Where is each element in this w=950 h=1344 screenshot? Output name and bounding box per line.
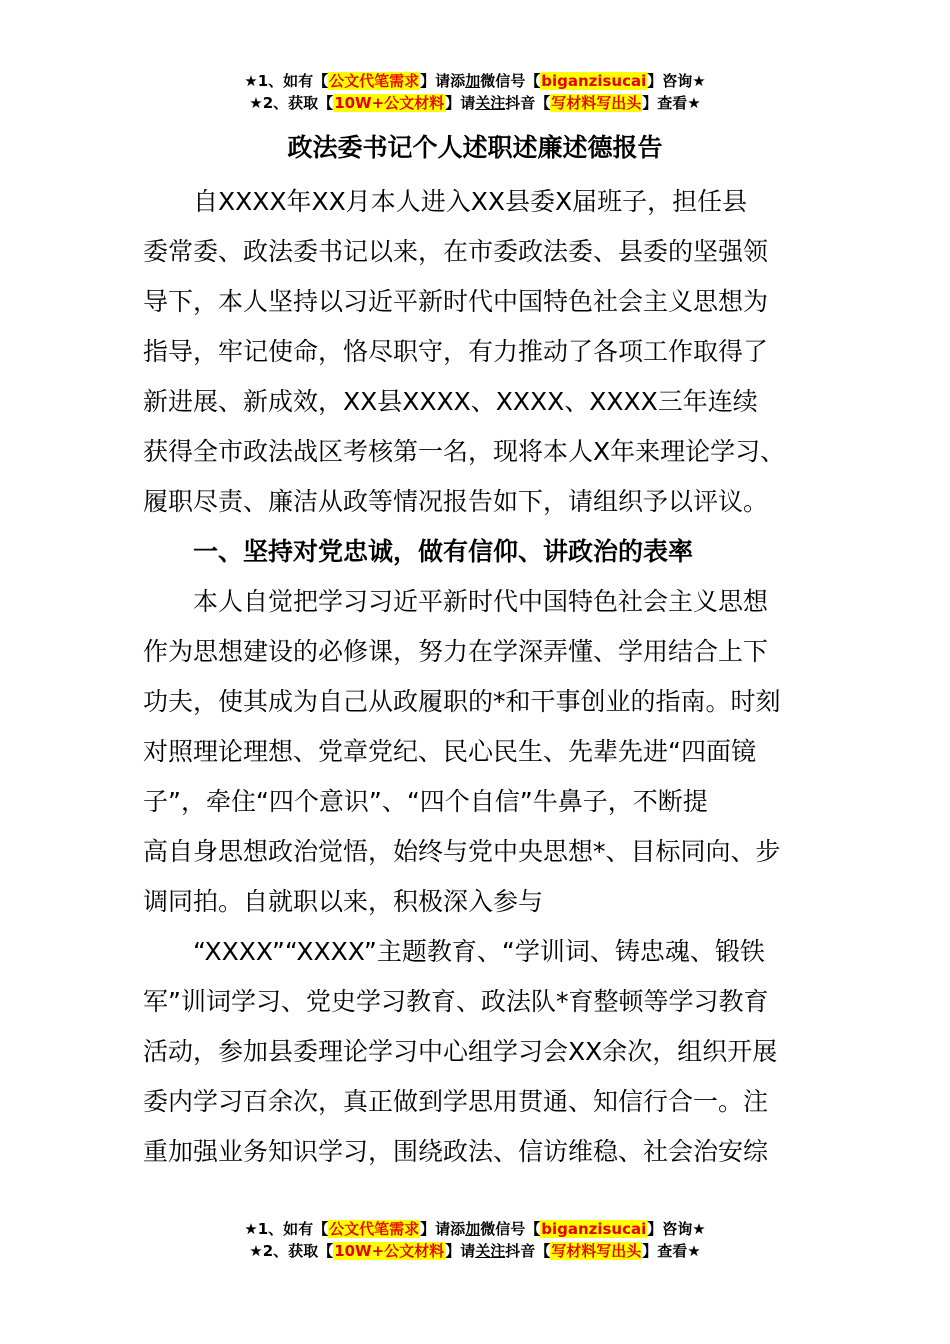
- wechat-id: biganzisucai: [541, 72, 647, 90]
- promo-line-2: ★2、获取【10W+公文材料】请关注抖音【写材料写出头】查看★: [249, 94, 701, 112]
- paragraph-line: 军”训词学习、党史学习教育、政法队*育整顿等学习教育: [143, 987, 769, 1016]
- wechat-id: biganzisucai: [541, 1220, 647, 1238]
- document-title: 政法委书记个人述职述廉述德报告: [287, 133, 663, 162]
- paragraph-line: 新进展、新成效，XX县XXXX、XXXX、XXXX三年连续: [143, 387, 758, 416]
- promo-highlight: 10W+公文材料: [334, 1242, 445, 1260]
- promo-highlight: 公文代笔需求: [329, 1220, 420, 1238]
- paragraph-line: 导下，本人坚持以习近平新时代中国特色社会主义思想为: [143, 287, 769, 316]
- paragraph-line: 指导，牢记使命，恪尽职守，有力推动了各项工作取得了: [143, 337, 769, 366]
- paragraph-line: 子”，牵住“四个意识”、“四个自信”牛鼻子，不断提: [143, 787, 708, 816]
- promo-highlight: 10W+公文材料: [334, 94, 445, 112]
- document-body: [143, 177, 813, 1177]
- paragraph-line: 委内学习百余次，真正做到学思用贯通、知信行合一。注: [143, 1087, 769, 1116]
- paragraph-line: 重加强业务知识学习，围绕政法、信访维稳、社会治安综: [143, 1137, 769, 1166]
- paragraph-line: 自XXXX年XX月本人进入XX县委X届班子，担任县: [193, 187, 748, 216]
- promo-line-2: ★2、获取【10W+公文材料】请关注抖音【写材料写出头】查看★: [249, 1242, 701, 1260]
- paragraph-line: 委常委、政法委书记以来，在市委政法委、县委的坚强领: [143, 237, 769, 266]
- paragraph-line: 获得全市政法战区考核第一名，现将本人X年来理论学习、: [143, 437, 786, 466]
- paragraph-line: 活动，参加县委理论学习中心组学习会XX余次，组织开展: [143, 1037, 778, 1066]
- promo-banner-bottom: [0, 1218, 950, 1262]
- paragraph-line: 作为思想建设的必修课，努力在学深弄懂、学用结合上下: [143, 637, 769, 666]
- promo-line-1: ★1、如有【公文代笔需求】请添加微信号【biganzisucai】咨询★: [244, 72, 706, 90]
- promo-highlight: 公文代笔需求: [329, 72, 420, 90]
- section-heading: 一、坚持对党忠诚，做有信仰、讲政治的表率: [193, 537, 694, 566]
- promo-line-1: ★1、如有【公文代笔需求】请添加微信号【biganzisucai】咨询★: [244, 1220, 706, 1238]
- paragraph-line: 本人自觉把学习习近平新时代中国特色社会主义思想: [193, 587, 769, 616]
- paragraph-line: 履职尽责、廉洁从政等情况报告如下，请组织予以评议。: [143, 487, 769, 516]
- douyin-account: 写材料写出头: [551, 1242, 642, 1260]
- promo-banner-top: [0, 70, 950, 114]
- douyin-account: 写材料写出头: [551, 94, 642, 112]
- paragraph-line: 功夫，使其成为自己从政履职的*和干事创业的指南。时刻: [143, 687, 781, 716]
- paragraph-line: “XXXX”“XXXX”主题教育、“学训词、铸忠魂、锻铁: [193, 937, 765, 966]
- paragraph-line: 调同拍。自就职以来，积极深入参与: [143, 887, 544, 916]
- paragraph-line: 高自身思想政治觉悟，始终与党中央思想*、目标同向、步: [143, 837, 781, 866]
- paragraph-line: 对照理论理想、党章党纪、民心民生、先辈先进“四面镜: [143, 737, 756, 766]
